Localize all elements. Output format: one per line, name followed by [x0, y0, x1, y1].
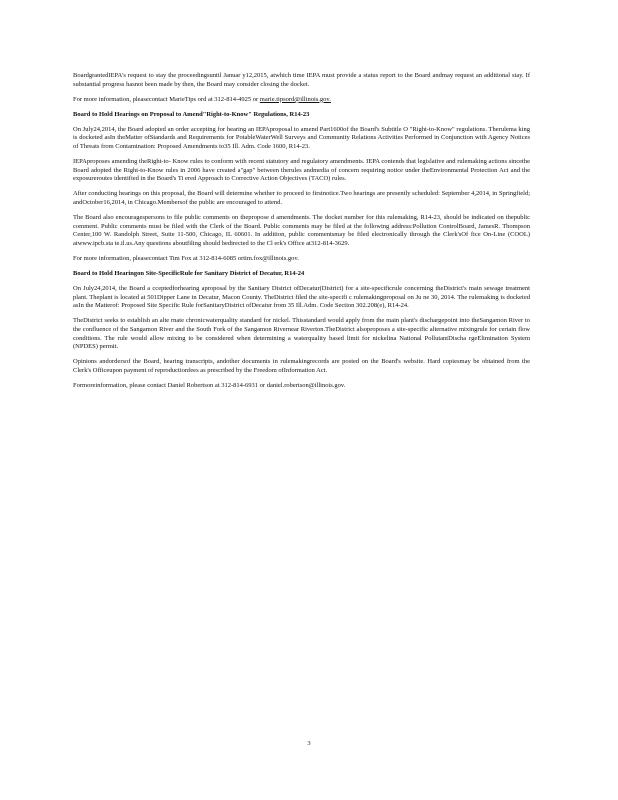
contact-line-fox: [73, 255, 530, 264]
contact-line-tipsord: [73, 96, 530, 105]
contact-text: Formoreinformation, please contact Daniel Robertson at 312-814-6931 or: [73, 382, 267, 390]
r14-24-paragraph-1: On July24,2014, the Board a cceptedforhearing aproposal by the Sanitary District ofDecatur(District) for a site-specificrule concerning theDistrict's main sewage treatment plant. Theplant is located at 501Dipper Lane in Decatur, Macon County. TheDistrict filed the site-specifi c rulemakingproposal on Ju ne 30, 2014. The rulemaking is docketed asIn the Matterof: Proposed Site Specific Rule forSanitaryDistrict ofDecatur from 35 Ill.Adm. Code Section 302.208(e), R14-24.: [73, 285, 530, 310]
contact-email-link[interactable]: marie.tipsord@illinois.gov.: [259, 95, 331, 103]
contact-email-link[interactable]: daniel.robertson@illinois.gov.: [266, 382, 346, 390]
r14-23-paragraph-4: The Board also encouragespersons to file public comments on thepropose d amendments. The docket number for this rulemaking, R14-23, should be indicated on thepublic comment. Public comments must be filed with the Clerk of the Board. Public comments may be filed at the following address:Pollution ControlBoard, JamesR. Thompson Center,100 W. Randolph Street, Suite 11-500, Chicago, IL 60601. In addition, public commentsmay be filed electronically through the Clerk'sOf fice On-Line (COOL) atwww.ipcb.sta te.il.us.Any questions aboutfiling should bedirected to the Cl erk's Office at312-814-3629.: [73, 214, 530, 247]
contact-text: For more information, pleasecontact Tim Fox at 312-814-6085: [73, 255, 238, 262]
stay-paragraph: BoardgrantedIEPA's request to stay the proceedingsuntil Januar y12,2015, atwhich time IEPA must provide a status report to the Board andmay request an additional stay. If substantial progress hasnot been made by then, the Board may consider closing the docket.: [73, 72, 530, 88]
contact-line-robertson: [73, 382, 530, 391]
r14-24-paragraph-2: TheDistrict seeks to establish an alte rnate chronicwaterquality standard for nickel. Thisstandard would apply from the main plant's dischargepoint into theSangamon River to the confluence of the Sangamon River and the South Fork of the Sangamon Rivernear Riverton.TheDistrict alsoproposes a site-specific alternative mixingrule for certain flow conditions. The rule would allow mixing to be considered when determining a waterquality based limit for nickelina National PollutantDischa rgeElimination System (NPDES) permit.: [73, 317, 530, 351]
contact-email-link[interactable]: ortim.fox@illinois.gov.: [237, 255, 299, 262]
section-heading-r14-23: Board to Hold Hearings on Proposal to Amend"Right-to-Know" Regulations, R14-23: [73, 110, 310, 118]
contact-text: For more information, pleasecontact MarieTips ord at 312-814-4925 or: [73, 95, 260, 103]
page-content: [73, 72, 530, 397]
page-number: 3: [307, 740, 311, 747]
r14-23-paragraph-3: After conducting hearings on this proposal, the Board will determine whether to proceed to firstnotice.Two hearings are presently scheduled: September 4,2014, in Springfield; andOctober16,2014, in Chicago.Membersof the public are encouraged to attend.: [73, 190, 530, 207]
r14-24-paragraph-3: Opinions andordersof the Board, hearing transcripts, andother documents in rulemakingrecords are posted on the Board's website. Hard copiesmay be obtained from the Clerk's Officeupon payment of reproductionfees as prescribed by the Freedom ofInformation Act.: [73, 358, 530, 374]
section-heading-r14-24: Board to Hold Hearingon Site-SpecificRule for Sanitary District of Decatur, R14-24: [73, 270, 305, 278]
r14-23-paragraph-2: IEPAproposes amending theRight-to- Know rules to conform with recent statutory and regulatory amendments. IEPA contends that legislative and rulemaking actions sincethe Board adopted the Right-to-Know rules in 2006 have created a"gap" between therules andmedia of concern requiring notice under theEnvironmental Protection Act and the exposureroutes identified in the Board's Ti ered Approach to Corrective Action Objectives (TACO) rules.: [73, 158, 530, 183]
r14-23-paragraph-1: On July24,2014, the Board adopted an order accepting for hearing an IEPAproposal to amend Part1600of the Board's Subtitle O "Right-to-Know" regulations. Therulema king is docketed asIn theMatter ofStandards and Requirements for PotableWaterWell Surveys and Community Relations Activities Performed in Conjunction with Agency Notices of Threats from Contamination: Proposed Amendments to35 Ill. Adm. Code 1600, R14-23.: [73, 125, 530, 151]
